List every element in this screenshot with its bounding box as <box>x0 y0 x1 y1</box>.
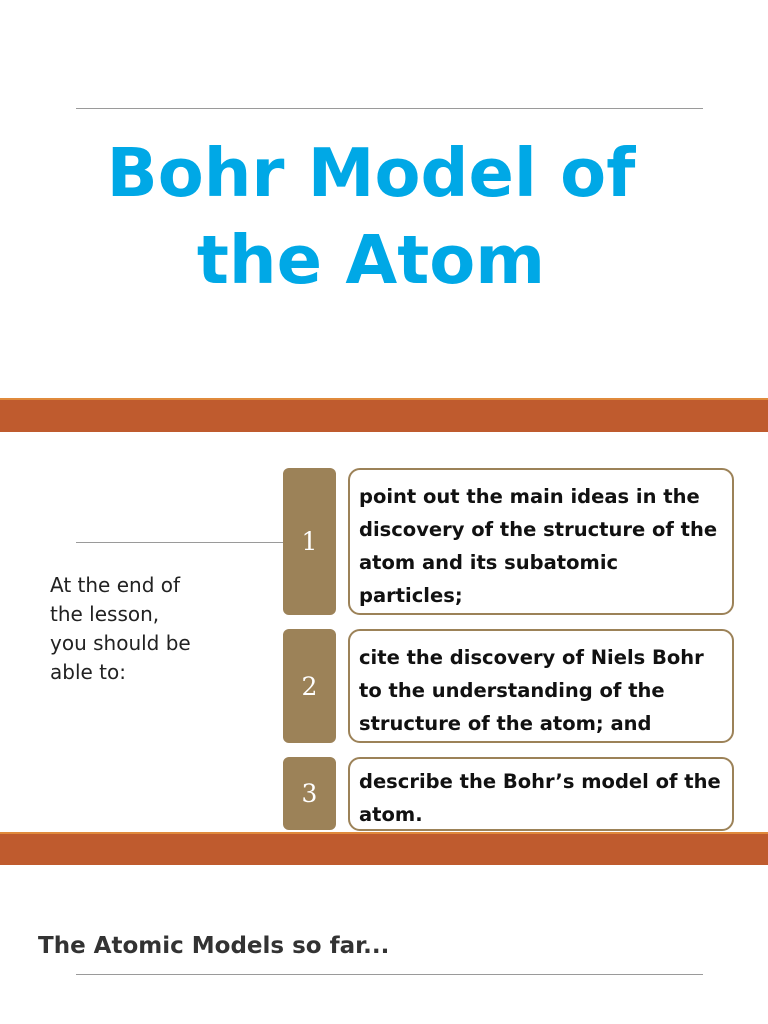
objective-3-text-box: describe the Bohr’s model of the atom. <box>348 757 734 831</box>
objective-3-number-badge: 3 <box>283 757 336 830</box>
objective-2-number-badge: 2 <box>283 629 336 743</box>
slide-title-line-2: the Atom <box>196 221 546 299</box>
atomic-models-heading: The Atomic Models so far... <box>38 933 390 959</box>
objective-1-number-badge: 1 <box>283 468 336 615</box>
objective-2-text-box: cite the discovery of Niels Bohr to the understanding of the structure of the atom; and <box>348 629 734 743</box>
slide-title-line-1: Bohr Model of <box>106 134 636 212</box>
slide-separator-band-2 <box>0 834 768 865</box>
top-divider-line <box>76 108 703 109</box>
objective-1-text-box: point out the main ideas in the discovery of the structure of the atom and its subatomic particles; <box>348 468 734 615</box>
bottom-divider-line <box>76 974 703 975</box>
objectives-divider-line <box>76 542 283 543</box>
intro-text: At the end of the lesson, you should be able to: <box>50 573 191 684</box>
slide-separator-band-1 <box>0 400 768 432</box>
slide-title <box>0 130 742 304</box>
